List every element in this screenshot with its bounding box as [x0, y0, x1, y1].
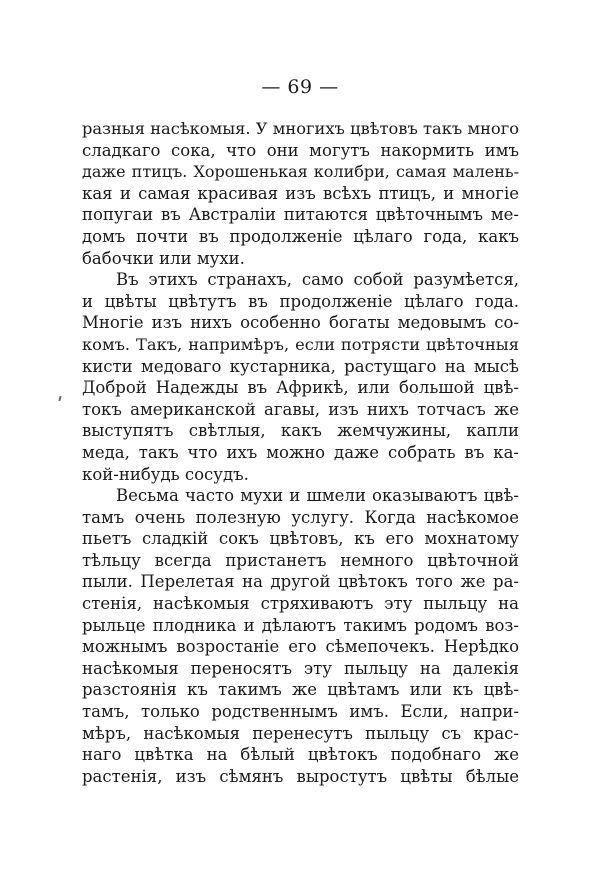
text-line: кой-нибудь сосудъ.: [82, 464, 249, 484]
text-line: Многіе изъ нихъ особенно богаты медовымъ со-: [82, 313, 519, 333]
text-line: комъ. Такъ, напримѣръ, если потрясти цвѣточныя: [82, 334, 519, 354]
paragraph: [82, 118, 519, 269]
text-line: разстоянія къ такимъ же цвѣтамъ или къ цвѣ-: [82, 680, 519, 700]
text-line: тамъ, только родственнымъ имъ. Если, напри-: [82, 702, 519, 722]
text-line: стенія, насѣкомыя стряхиваютъ эту пыльцу на: [82, 594, 519, 614]
text-line: меда, такъ что ихъ можно даже собрать въ ка-: [82, 442, 519, 462]
text-line: выступятъ свѣтлыя, какъ жемчужины, капли: [82, 421, 519, 441]
text-line: наго цвѣтка на бѣлый цвѣтокъ подобнаго же: [82, 745, 519, 765]
text-line: попугаи въ Австраліи питаются цвѣточнымъ ме-: [82, 205, 519, 225]
body-text: [82, 118, 519, 787]
text-line: и цвѣты цвѣтутъ въ продолженіе цѣлаго года.: [82, 291, 519, 311]
page-number: — 69 —: [261, 76, 339, 98]
text-line: Доброй Надежды въ Африкѣ, или большой цвѣ-: [82, 378, 519, 398]
paragraph: [82, 269, 519, 485]
text-line: можнымъ возростаніе его сѣмепочекъ. Нерѣдко: [82, 637, 519, 657]
text-line: Въ этихъ странахъ, само собой разумѣется,: [116, 270, 519, 290]
text-line: кая и самая красивая изъ всѣхъ птицъ, и многіе: [82, 183, 519, 203]
text-line: растенія, изъ сѣмянъ выростутъ цвѣты бѣлые: [82, 766, 519, 786]
text-line: тамъ очень полезную услугу. Когда насѣкомое: [82, 507, 519, 527]
text-line: домъ почти въ продолженіе цѣлаго года, какъ: [82, 226, 519, 246]
text-line: бабочки или мухи.: [82, 248, 245, 268]
text-line: разныя насѣкомыя. У многихъ цвѣтовъ такъ много: [82, 119, 519, 138]
text-line: токъ американской агавы, изъ нихъ тотчасъ же: [82, 399, 519, 419]
text-line: даже птицъ. Хорошенькая колибри, самая малень-: [82, 162, 519, 182]
text-line: рыльце плодника и дѣлаютъ такимъ родомъ воз-: [82, 615, 519, 635]
text-line: пыли. Перелетая на другой цвѣтокъ того же ра-: [82, 572, 519, 592]
text-line: насѣкомыя переносятъ эту пыльцу на далекія: [82, 658, 519, 678]
text-line: Весьма часто мухи и шмели оказываютъ цвѣ-: [116, 486, 519, 506]
text-line: кисти медоваго кустарника, растущаго на мысѣ: [82, 356, 519, 376]
text-line: тѣльцу всегда пристанетъ немного цвѣточной: [82, 550, 519, 570]
text-line: мѣръ, насѣкомыя перенесутъ пыльцу съ крас-: [82, 723, 519, 743]
print-speck: [58, 396, 61, 401]
text-line: пьетъ сладкій сокъ цвѣтовъ, къ его мохнатому: [82, 529, 519, 549]
paragraph: [82, 485, 519, 787]
text-line: сладкаго сока, что они могутъ накормить имъ: [82, 140, 519, 160]
